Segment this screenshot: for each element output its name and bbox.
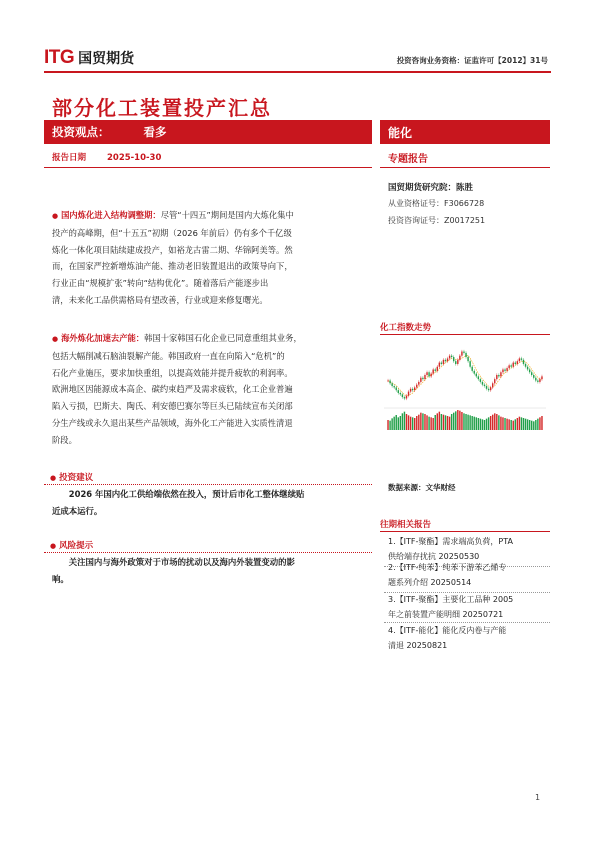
text-line: 分生产线或永久退出某些产品领域，海外化工产能进入实质性清退 (52, 417, 293, 428)
volume-bar (531, 421, 532, 430)
candle-body (441, 363, 442, 364)
page-number: 1 (535, 793, 541, 802)
candle-body (476, 374, 477, 377)
volume-bar (513, 421, 514, 430)
candle-body (408, 392, 409, 396)
candle-body (519, 358, 520, 361)
candle-body (535, 378, 536, 381)
candle-body (506, 368, 507, 371)
volume-bar (441, 414, 442, 430)
opinion-bar (44, 120, 372, 144)
candle-body (387, 381, 388, 382)
volume-bar (435, 415, 436, 430)
volume-bar (469, 415, 470, 430)
candle-body (484, 385, 485, 386)
logo-text: 国贸期货 (78, 51, 135, 67)
text-line: 4.【ITF-能化】能化反内卷与产能 (388, 626, 507, 635)
volume-bar (510, 420, 511, 430)
volume-bar (484, 420, 485, 430)
text-line: 2.【ITF-纯苯】纯苯下游苯乙烯专 (388, 563, 507, 572)
text-line: 包括大幅削减石脑油裂解产能。韩国政府一直在向陷入“危机”的 (52, 350, 285, 361)
section-overseas (52, 330, 368, 449)
text-line: 近成本运行。 (52, 506, 103, 516)
candle-body (428, 372, 429, 376)
candle-body (533, 375, 534, 378)
text-line: 陷入亏损，巴斯夫、陶氏、利安德巴赛尔等巨头已陆续宣布关闭部 (52, 401, 293, 412)
report-date-value: 2025-10-30 (106, 153, 162, 163)
candle-body (496, 375, 497, 379)
candle-body (461, 352, 462, 356)
candle-body (521, 358, 522, 359)
candle-body (432, 369, 433, 373)
divider-right (380, 167, 550, 168)
volume-bar (504, 418, 505, 430)
candle-body (517, 361, 518, 364)
volume-bar (387, 420, 388, 430)
candle-body (410, 389, 411, 392)
text-line: 供给端存扰抗 20250530 (388, 552, 480, 561)
volume-bar (449, 417, 450, 430)
text-line: 题系列介绍 20250514 (388, 578, 472, 587)
author: 国贸期货研究院：陈胜 (388, 183, 474, 193)
candle-body (500, 372, 501, 376)
volume-bar (465, 414, 466, 430)
volume-bar (437, 413, 438, 430)
candle-body (502, 369, 503, 372)
text-line: 行业正由“规模扩张”转向“结构优化”。随着落后产能逐步出 (52, 278, 269, 289)
candle-body (537, 381, 538, 382)
candle-body (402, 394, 403, 397)
sector-label: 能化 (388, 125, 413, 140)
volume-bar (424, 414, 425, 430)
volume-bar (400, 416, 401, 430)
volume-bar (416, 416, 417, 430)
volume-bar (418, 415, 419, 430)
candle-body (445, 360, 446, 361)
candle-body (515, 363, 516, 364)
candle-body (453, 357, 454, 361)
sector-bar (380, 120, 550, 144)
candle-body (504, 369, 505, 370)
investment-advice-heading: ● 投资建议 (50, 473, 94, 483)
volume-bar (496, 414, 497, 430)
volume-bar (474, 417, 475, 430)
candle-body (469, 361, 470, 367)
volume-bar (459, 411, 460, 430)
volume-bar (535, 420, 536, 430)
volume-bar (476, 417, 477, 430)
candle-body (467, 357, 468, 361)
candle-body (459, 356, 460, 360)
bullet-icon: ● (50, 474, 57, 482)
volume-bar (432, 418, 433, 430)
volume-bar (506, 419, 507, 430)
volume-bar (396, 415, 397, 430)
related-report-item[interactable] (388, 623, 548, 653)
volume-bar (420, 413, 421, 430)
candle-body (437, 367, 438, 371)
text-line: 年之前装置产能明细 20250721 (388, 610, 504, 619)
volume-bar (488, 417, 489, 430)
candle-body (490, 387, 491, 390)
volume-bar (391, 418, 392, 430)
volume-bar (463, 413, 464, 430)
candle-body (396, 387, 397, 390)
related-report-item[interactable] (388, 560, 548, 590)
volume-bar (498, 415, 499, 430)
volume-bar (457, 410, 458, 430)
volume-bar (492, 415, 493, 430)
volume-bar (529, 420, 530, 430)
text-line: 清，未来化工品供需格局有望改善，行业或迎来修复曙光。 (52, 294, 268, 305)
candle-body (527, 367, 528, 370)
bullet-icon: ● (52, 212, 59, 220)
candle-body (539, 379, 540, 382)
volume-bar (451, 414, 452, 430)
divider-left (44, 167, 372, 168)
text-line: 2026 年国内化工供给端依然在投入，预计后市化工整体继续贴 (68, 489, 305, 499)
volume-bar (402, 413, 403, 430)
candle-body (482, 382, 483, 385)
volume-bar (490, 416, 491, 430)
text-line: 欧洲地区因能源成本高企、碳约束趋严及需求疲软，化工企业普遍 (52, 384, 293, 395)
volume-bar (404, 412, 405, 430)
risk-text (52, 554, 368, 588)
candle-body (488, 389, 489, 390)
volume-bar (428, 417, 429, 430)
volume-bar (521, 417, 522, 430)
text-line: 关注国内与海外政策对于市场的扰动以及海内外装置变动的影 (68, 557, 295, 567)
candle-body (492, 383, 493, 387)
volume-bar (519, 417, 520, 430)
volume-bar (445, 415, 446, 430)
opinion-label: 投资观点： (52, 125, 110, 139)
candle-body (513, 363, 514, 367)
volume-bar (539, 417, 540, 430)
volume-bar (515, 419, 516, 430)
candle-body (447, 358, 448, 361)
divider-right (380, 334, 550, 335)
related-heading: 往期相关报告 (380, 520, 432, 530)
text-line: ● 海外炼化加速去产能：韩国十家韩国石化企业已同意重组其业务， (52, 333, 302, 343)
text-line: ● 国内炼化进入结构调整期：尽管“十四五”期间是国内大炼化集中 (52, 210, 294, 220)
volume-bar (537, 419, 538, 430)
section-title: 国内炼化进入结构调整期： (61, 210, 161, 220)
candle-body (424, 375, 425, 379)
candle-body (412, 389, 413, 390)
candle-body (400, 393, 401, 394)
section-title: 海外炼化加速去产能： (61, 333, 145, 343)
report-date-label: 报告日期 (52, 153, 87, 163)
volume-bar (517, 418, 518, 430)
volume-bar (439, 412, 440, 430)
candle-body (443, 360, 444, 364)
candle-body (416, 385, 417, 388)
header-divider (44, 71, 551, 73)
page-title: 部分化工装置投产汇总 (52, 96, 272, 120)
volume-bar (494, 413, 495, 430)
volume-bar (461, 412, 462, 430)
text-line: 投产的高峰期，但“十五五”初期（2026 年前后）仍有多个千亿级 (52, 227, 292, 238)
candle-body (465, 353, 466, 357)
candle-body (430, 374, 431, 377)
text-line: 响。 (52, 574, 69, 584)
candle-body (406, 396, 407, 399)
candle-body (435, 369, 436, 370)
volume-bar (408, 415, 409, 430)
candle-body (523, 360, 524, 364)
volume-bar (398, 417, 399, 430)
candle-body (439, 363, 440, 367)
text-line: 阶段。 (52, 434, 77, 445)
volume-bar (508, 419, 509, 430)
volume-bar (533, 421, 534, 430)
section-domestic (52, 207, 368, 309)
volume-bar (422, 413, 423, 430)
risk-heading: ● 风险提示 (50, 541, 94, 551)
volume-bar (430, 417, 431, 430)
license-text: 投资咨询业务资格：证监许可【2012】31号 (396, 56, 548, 65)
investment-advice-text (52, 486, 368, 520)
candle-body (486, 386, 487, 389)
data-source: 数据来源：文华财经 (388, 483, 456, 492)
candle-body (531, 372, 532, 375)
volume-bar (426, 415, 427, 430)
volume-bar (410, 417, 411, 430)
volume-bar (480, 419, 481, 430)
candle-body (494, 379, 495, 383)
volume-bar (467, 415, 468, 430)
volume-bar (541, 416, 542, 430)
volume-bar (525, 419, 526, 430)
volume-bar (486, 419, 487, 430)
candle-body (480, 379, 481, 382)
credential-line: 投资咨询证号：Z0017251 (388, 216, 486, 225)
candle-body (474, 371, 475, 374)
logo (44, 47, 134, 69)
volume-bar (412, 417, 413, 430)
candle-body (541, 376, 542, 379)
volume-bar (478, 418, 479, 430)
index-chart (384, 342, 546, 432)
text-line: 1.【ITF-聚酯】需求端高负荷，PTA (388, 537, 513, 546)
chart-heading: 化工指数走势 (380, 323, 432, 333)
dotted-divider (44, 484, 372, 485)
volume-bar (447, 416, 448, 430)
volume-bar (500, 417, 501, 430)
related-report-item[interactable] (388, 592, 548, 622)
volume-bar (471, 416, 472, 430)
candle-body (498, 375, 499, 376)
candle-body (449, 356, 450, 359)
text-line: 清退 20250821 (388, 641, 448, 650)
dotted-divider (44, 552, 372, 553)
credential-line: 从业资格证号：F3066728 (388, 199, 485, 208)
volume-bar (455, 411, 456, 430)
volume-bar (502, 417, 503, 430)
candle-body (422, 378, 423, 379)
candle-body (463, 352, 464, 353)
candle-body (404, 397, 405, 398)
divider-right (380, 531, 550, 532)
volume-bar (443, 415, 444, 430)
volume-bar (393, 417, 394, 430)
candle-body (391, 383, 392, 386)
candle-body (510, 365, 511, 366)
candle-body (457, 360, 458, 364)
candle-body (525, 364, 526, 367)
candle-body (398, 390, 399, 393)
candle-body (393, 386, 394, 387)
text-line: 而，在国家严控新增炼油产能、推动老旧装置退出的政策导向下， (52, 261, 293, 272)
text-line: 石化产业施压，要求加快重组，以提高效能并提升疲软的利润率。 (52, 367, 293, 378)
text-line: 3.【ITF-聚酯】主要化工品种 2005 (388, 595, 514, 604)
bullet-icon: ● (50, 542, 57, 550)
candle-body (414, 387, 415, 390)
volume-bar (527, 419, 528, 430)
candle-body (451, 356, 452, 357)
candle-body (455, 361, 456, 364)
bullet-icon: ● (52, 335, 59, 343)
volume-bar (482, 419, 483, 430)
volume-bar (389, 421, 390, 430)
candle-body (529, 369, 530, 372)
candle-body (418, 382, 419, 385)
text-line: 炼化一体化项目陆续建成投产，如裕龙古雷二期、华锦阿美等。然 (52, 244, 293, 255)
report-date (52, 151, 161, 163)
candle-body (426, 372, 427, 375)
volume-bar (523, 418, 524, 430)
candle-body (471, 367, 472, 371)
logo-mark: ITG (44, 47, 75, 68)
volume-bar (414, 418, 415, 430)
candle-body (508, 365, 509, 368)
volume-bar (406, 414, 407, 430)
volume-bar (453, 413, 454, 430)
opinion-value: 看多 (143, 125, 167, 139)
report-type: 专题报告 (388, 154, 428, 165)
candle-body (389, 381, 390, 384)
candle-body (478, 376, 479, 379)
candle-body (420, 378, 421, 382)
